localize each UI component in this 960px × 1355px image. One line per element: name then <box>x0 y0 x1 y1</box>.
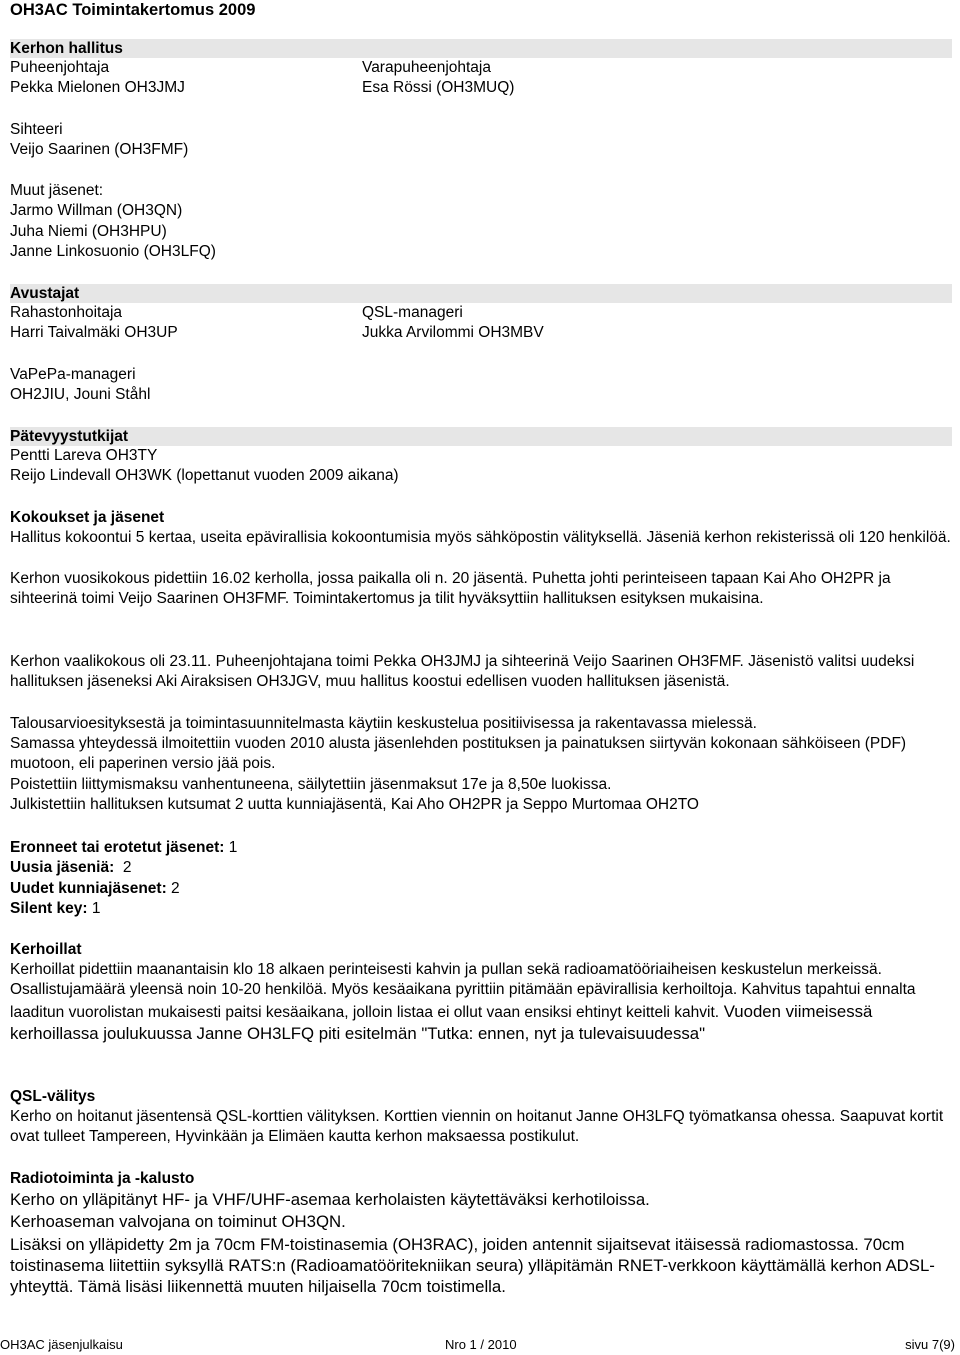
stat-row: Silent key: 1 <box>10 900 101 918</box>
treasurer-name: Harri Taivalmäki OH3UP <box>10 324 178 342</box>
examiners-block <box>10 446 952 487</box>
radio-paragraph-3: Lisäksi on ylläpidetty 2m ja 70cm FM-toistinasemia (OH3RAC), joiden antennit sijaitsevat itäisessä radiomastossa. 70cm toistinasema liitettiin syksyllä RATS:n (Radioamatööritekniikan seura) ylläpitämän RNET-verkkoon käyttämällä kerhon ADSL-yhteyttä. Tämä lisäsi liikennettä muuten hiljaisella 70cm toistimella. <box>10 1235 935 1297</box>
page-title: OH3AC Toimintakertomus 2009 <box>10 1 256 19</box>
footer-page-number: sivu 7(9) <box>905 1337 955 1352</box>
section-band-examiners: Pätevyystutkijat <box>10 427 952 446</box>
honorary-paragraph: Julkistettiin hallituksen kutsumat 2 uutta kunniajäsentä, Kai Aho OH2PR ja Seppo Murtomaa OH2TO <box>10 796 699 813</box>
vapepa-name: OH2JIU, Jouni Ståhl <box>10 386 151 404</box>
radio-paragraph-1: Kerho on ylläpitänyt HF- ja VHF/UHF-asemaa kerholaisten käytettäväksi kerhotiloissa. <box>10 1190 650 1209</box>
member-item: Janne Linkosuonio (OH3LFQ) <box>10 243 216 261</box>
assistants-block <box>10 303 952 345</box>
examiner-item: Pentti Lareva OH3TY <box>10 447 158 464</box>
member-stats <box>10 838 952 920</box>
stat-row: Uusia jäseniä: 2 <box>10 859 132 877</box>
election-meeting-paragraph: Kerhon vaalikokous oli 23.11. Puheenjohtajana toimi Pekka OH3JMJ ja sihteerinä Veijo Saarinen OH3FMF. Jäsenistö valitsi uudeksi hallituksen jäseneksi Aki Airaksisen OH3JGV, muu hallitus koostui edellisen vuoden hallituksen jäsenistä. <box>10 653 915 691</box>
member-item: Juha Niemi (OH3HPU) <box>10 222 167 240</box>
other-members-block <box>10 181 952 263</box>
footer-issue: Nro 1 / 2010 <box>445 1337 517 1352</box>
section-band-hallitus: Kerhon hallitus <box>10 39 952 58</box>
budget-paragraph: Talousarvioesityksestä ja toimintasuunnitelmasta käytiin keskustelua positiivisessa ja rakentavassa mielessä. <box>10 715 757 732</box>
stat-row: Uudet kunniajäsenet: 2 <box>10 879 180 897</box>
vice-chair-name: Esa Rössi (OH3MUQ) <box>362 79 515 97</box>
section-heading-radio: Radiotoiminta ja -kalusto <box>10 1170 195 1187</box>
fees-paragraph: Poistettiin liittymismaksu vanhentuneena, säilytettiin jäsenmaksut 17e ja 8,50e luokissa. <box>10 776 612 793</box>
qsl-paragraph: Kerho on hoitanut jäsentensä QSL-korttien välityksen. Korttien viennin on hoitanut Janne OH3LFQ työmatkansa ohessa. Saapuvat kortit ovat tulleet Tampereen, Hyvinkään ja Elimäen kautta kerhon maksaessa postikulut. <box>10 1108 944 1146</box>
section-heading-club-evenings: Kerhoillat <box>10 941 82 958</box>
examiner-item: Reijo Lindevall OH3WK (lopettanut vuoden 2009 aikana) <box>10 467 399 485</box>
qsl-manager-role: QSL-manageri <box>362 304 463 321</box>
section-heading-meetings: Kokoukset ja jäsenet <box>10 509 165 526</box>
secretary-role: Sihteeri <box>10 121 63 138</box>
secretary-block <box>10 120 952 161</box>
pdf-paragraph: Samassa yhteydessä ilmoitettiin vuoden 2010 alusta jäsenlehden postituksen ja painatuksen siirtyvän kokonaan sähköiseen (PDF) muotoon, eli paperinen versio jää pois. <box>10 735 907 773</box>
chair-role: Puheenjohtaja <box>10 59 110 76</box>
stat-row: Eronneet tai erotetut jäsenet: 1 <box>10 839 238 856</box>
vapepa-block <box>10 365 952 406</box>
annual-meeting-paragraph: Kerhon vuosikokous pidettiin 16.02 kerholla, jossa paikalla oli n. 20 jäsentä. Puhetta johti perinteiseen tapaan Kai Aho OH2PR ja sihteerinä toimi Veijo Saarinen OH3FMF. Toimintakertomus ja tilit hyväksyttiin hallituksen esityksen mukaisina. <box>10 570 891 608</box>
secretary-name: Veijo Saarinen (OH3FMF) <box>10 141 189 159</box>
qsl-manager-name: Jukka Arvilommi OH3MBV <box>362 324 544 342</box>
section-band-avustajat: Avustajat <box>10 284 952 303</box>
other-members-label: Muut jäsenet: <box>10 182 104 199</box>
treasurer-role: Rahastonhoitaja <box>10 304 123 321</box>
radio-paragraph-2: Kerhoaseman valvojana on toiminut OH3QN. <box>10 1212 346 1231</box>
vice-chair-role: Varapuheenjohtaja <box>362 59 491 76</box>
vapepa-role: VaPePa-manageri <box>10 366 136 383</box>
section-heading-qsl: QSL-välitys <box>10 1088 96 1105</box>
meetings-paragraph: Hallitus kokoontui 5 kertaa, useita epävirallisia kokoontumisia myös sähköpostin välityksellä. Jäseniä kerhon rekisterissä oli 120 henkilöä. <box>10 529 951 546</box>
club-evenings-paragraph: Kerhoillat pidettiin maanantaisin klo 18 alkaen perinteisesti kahvin ja pullan sekä radioamatööriaiheisen keskustelun merkeissä. Osallistujamäärä yleensä noin 10-20 henkilöä. Myös kesäaikana pyrittiin pitämään epävirallisia kerhoiltoja. Kahvitus tapahtui ennalta laaditun vuorolistan mukaisesti paitsi kesäaikana, jolloin listaa ei ollut vaan ensiksi ehtinyt keitteli kahvit. Vuoden viimeisessä kerhoillassa joulukuussa Janne OH3LFQ piti esitelmän "Tutka: ennen, nyt ja tulevaisuudessa" <box>10 961 916 1044</box>
member-item: Jarmo Willman (OH3QN) <box>10 202 183 220</box>
chair-name: Pekka Mielonen OH3JMJ <box>10 79 185 97</box>
footer-publication: OH3AC jäsenjulkaisu <box>0 1337 123 1352</box>
board-chair-block <box>10 58 952 100</box>
